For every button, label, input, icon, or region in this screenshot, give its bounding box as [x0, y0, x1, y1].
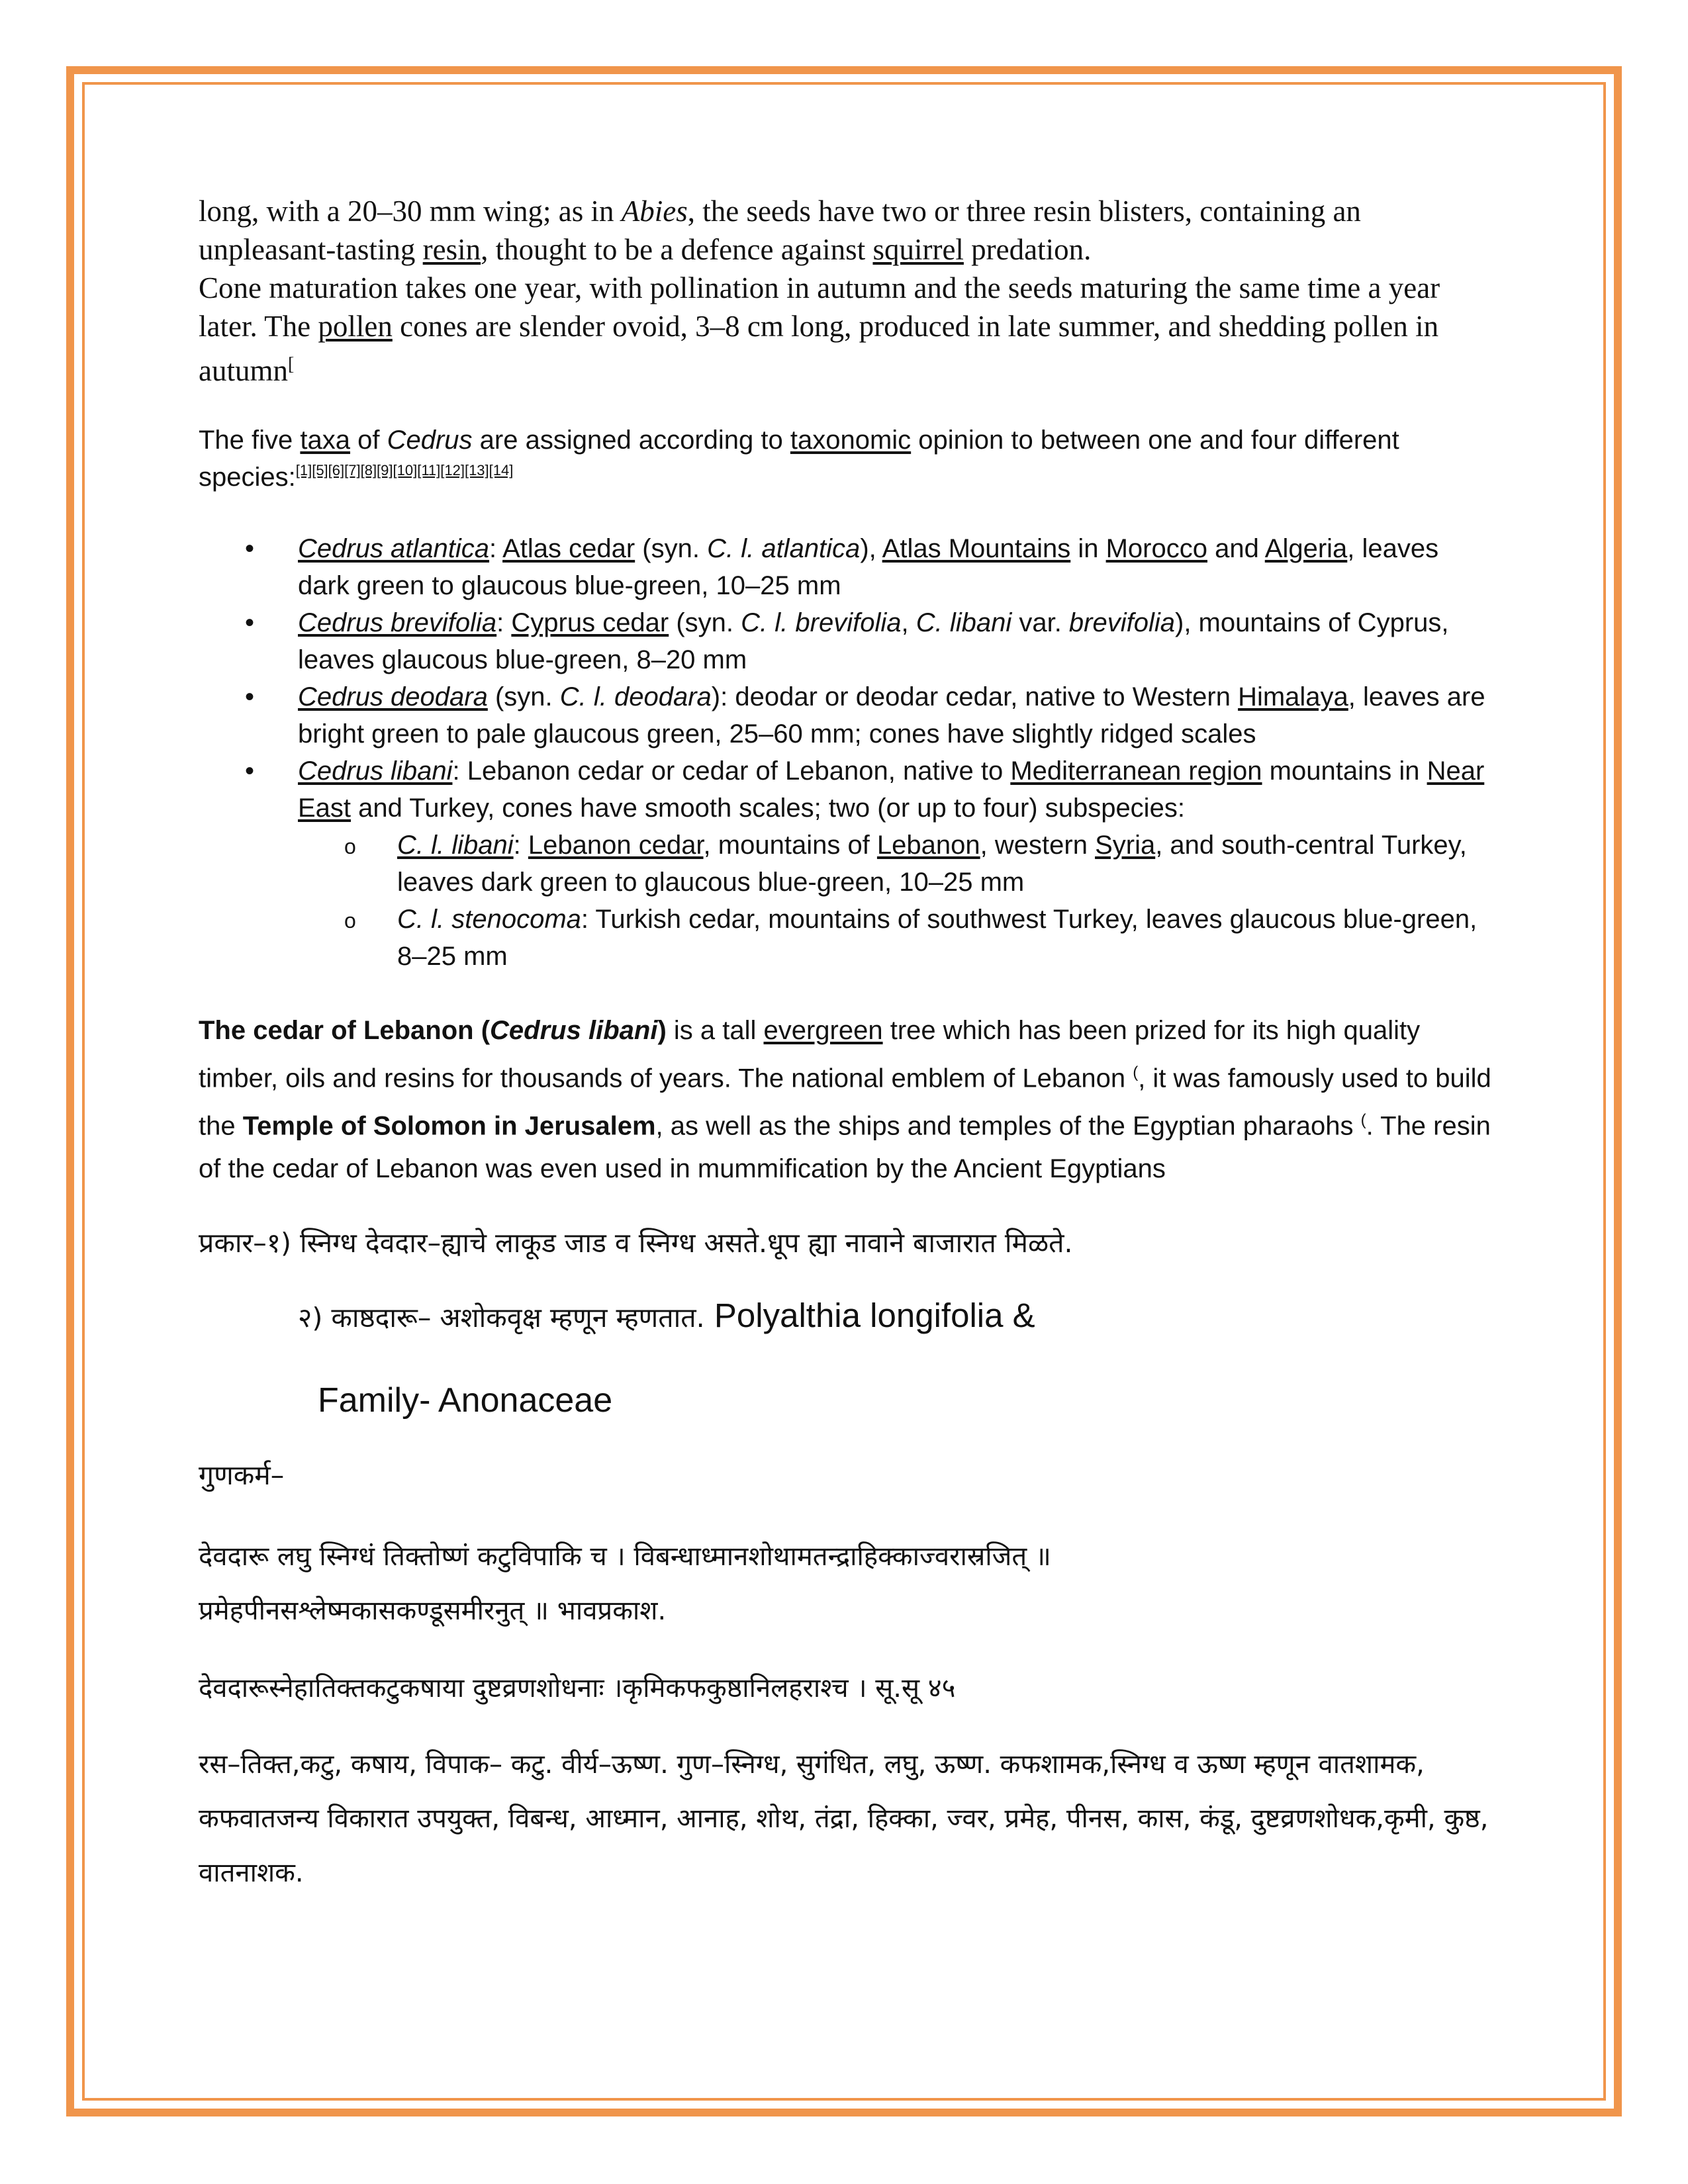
- list-item-c-l-libani: o C. l. libani: Lebanon cedar, mountains of Lebanon, western Syria, and south-central Turkey, leaves dark green to glaucous blue-green, 10–25 mm: [298, 827, 1496, 901]
- species-list: [199, 530, 1496, 975]
- cone-paragraph: Cone maturation takes one year, with pollination in autumn and the seeds maturing the same time a year later. The pollen cones are slender ovoid, 3–8 cm long, produced in late summer, and shedding pollen in autumn[: [199, 271, 1440, 387]
- type-one-line: प्रकार–१) स्निग्ध देवदार–ह्याचे लाकूड जाड व स्निग्ध असते.धूप ह्या नावाने बाजारात मिळते.: [199, 1226, 1073, 1259]
- list-item-cedrus-libani: • Cedrus libani: Lebanon cedar or cedar of Lebanon, native to Mediterranean region mountains in Near East and Turkey, cones have smooth scales; two (or up to four) subspecies: o C. l. libani: Lebanon cedar, mountains of Lebanon, western Syria, and south-central Turkey, leaves dark green to glaucous blue-green, 10–25 mm o C. l. stenocoma: Turkish cedar, mountains of southwest Turkey, leaves glaucous blue-green, 8–25 mm: [199, 752, 1496, 975]
- link-squirrel[interactable]: squirrel: [872, 233, 964, 266]
- link-taxonomic[interactable]: taxonomic: [790, 426, 912, 455]
- reference-links[interactable]: [1][5][6][7][8][9][10][11][12][13][14]: [295, 462, 514, 478]
- link-algeria[interactable]: Algeria: [1264, 534, 1348, 563]
- link-cedrus-brevifolia[interactable]: Cedrus brevifolia: [298, 608, 497, 637]
- link-lebanon[interactable]: Lebanon: [876, 831, 980, 860]
- link-syria[interactable]: Syria: [1095, 831, 1156, 860]
- list-item-cedrus-deodara: • Cedrus deodara (syn. C. l. deodara): deodar or deodar cedar, native to Western Himalaya, leaves are bright green to pale glaucous green, 25–60 mm; cones have slightly ridged scales: [199, 678, 1496, 752]
- shloka-sushruta: देवदारूस्नेहातिक्तकटुकषाया दुष्टव्रणशोधनाः ।कृमिकफकुष्ठानिलहराश्च । सू.सू ४५: [199, 1672, 956, 1704]
- list-item-cedrus-brevifolia: • Cedrus brevifolia: Cyprus cedar (syn. C. l. brevifolia, C. libani var. brevifolia), mountains of Cyprus, leaves glaucous blue-green, 8–20 mm: [199, 604, 1496, 678]
- type-two-line: २) काष्ठदारू– अशोकवृक्ष म्हणून म्हणतात. Polyalthia longifolia &: [298, 1296, 1035, 1334]
- subspecies-list: [298, 827, 1496, 975]
- link-pollen[interactable]: pollen: [318, 310, 393, 343]
- link-cedrus-deodara[interactable]: Cedrus deodara: [298, 682, 488, 711]
- link-atlas-cedar[interactable]: Atlas cedar: [502, 534, 635, 563]
- taxa-intro-paragraph: The five taxa of Cedrus are assigned according to taxonomic opinion to between one and four different species:[1][5][6][7][8][9][10][11][12][13][14]: [199, 426, 1399, 492]
- lebanon-paragraph: The cedar of Lebanon (Cedrus libani) is a tall evergreen tree which has been prized for its high quality timber, oils and resins for thousands of years. The national emblem of Lebanon (, it was famously used to build the Temple of Solomon in Jerusalem, as well as the ships and temples of the Egyptian pharaohs (. The resin of the cedar of Lebanon was even used in mummification by the Ancient Egyptians: [199, 1016, 1491, 1183]
- link-evergreen[interactable]: evergreen: [763, 1016, 883, 1045]
- rasa-paragraph: रस–तिक्त,कटु, कषाय, विपाक– कटु. वीर्य–ऊष्ण. गुण–स्निग्ध, सुगंधित, लघु, ऊष्ण. कफशामक,स्निग्ध व ऊष्ण म्हणून वातशामक, कफवातजन्य विकारात उपयुक्त, विबन्ध, आध्मान, आनाह, शोथ, तंद्रा, हिक्का, ज्वर, प्रमेह, पीनस, कास, कंडू, दुष्टव्रणशोधक,कृमी, कुष्ठ, वातनाशक.: [199, 1749, 1489, 1888]
- link-c-l-libani[interactable]: C. l. libani: [397, 831, 514, 860]
- link-himalaya[interactable]: Himalaya: [1238, 682, 1348, 711]
- shloka-bhavaprakash: देवदारू लघु स्निग्धं तिक्तोष्णं कटुविपाकि च । विबन्धाध्मानशोथामतन्द्राहिक्काज्वरास्रजित् ॥ प्रमेहपीनसश्लेष्मकासकण्डूसमीरनुत् ॥ भावप्रकाश.: [199, 1541, 1051, 1626]
- list-item-cedrus-atlantica: • Cedrus atlantica: Atlas cedar (syn. C. l. atlantica), Atlas Mountains in Morocco and Algeria, leaves dark green to glaucous blue-green, 10–25 mm: [199, 530, 1496, 604]
- link-cedrus-libani[interactable]: Cedrus libani: [298, 756, 453, 786]
- link-morocco[interactable]: Morocco: [1105, 534, 1207, 563]
- link-lebanon-cedar[interactable]: Lebanon cedar: [528, 831, 704, 860]
- link-cyprus-cedar[interactable]: Cyprus cedar: [511, 608, 669, 637]
- link-mediterranean-region[interactable]: Mediterranean region: [1010, 756, 1262, 786]
- list-item-c-l-stenocoma: o C. l. stenocoma: Turkish cedar, mountains of southwest Turkey, leaves glaucous blue-green, 8–25 mm: [298, 901, 1496, 975]
- gunakarma-heading: गुणकर्म–: [199, 1459, 285, 1491]
- link-taxa[interactable]: taxa: [300, 426, 351, 455]
- link-near-east[interactable]: Near East: [298, 756, 1485, 823]
- link-cedrus-atlantica[interactable]: Cedrus atlantica: [298, 534, 490, 563]
- link-atlas-mountains[interactable]: Atlas Mountains: [882, 534, 1071, 563]
- seed-paragraph: long, with a 20–30 mm wing; as in Abies, the seeds have two or three resin blisters, containing an unpleasant-tasting resin, thought to be a defence against squirrel predation.: [199, 195, 1361, 266]
- link-resin[interactable]: resin: [422, 233, 481, 266]
- document-body: [199, 192, 1496, 1900]
- family-line: Family- Anonaceae: [318, 1381, 613, 1420]
